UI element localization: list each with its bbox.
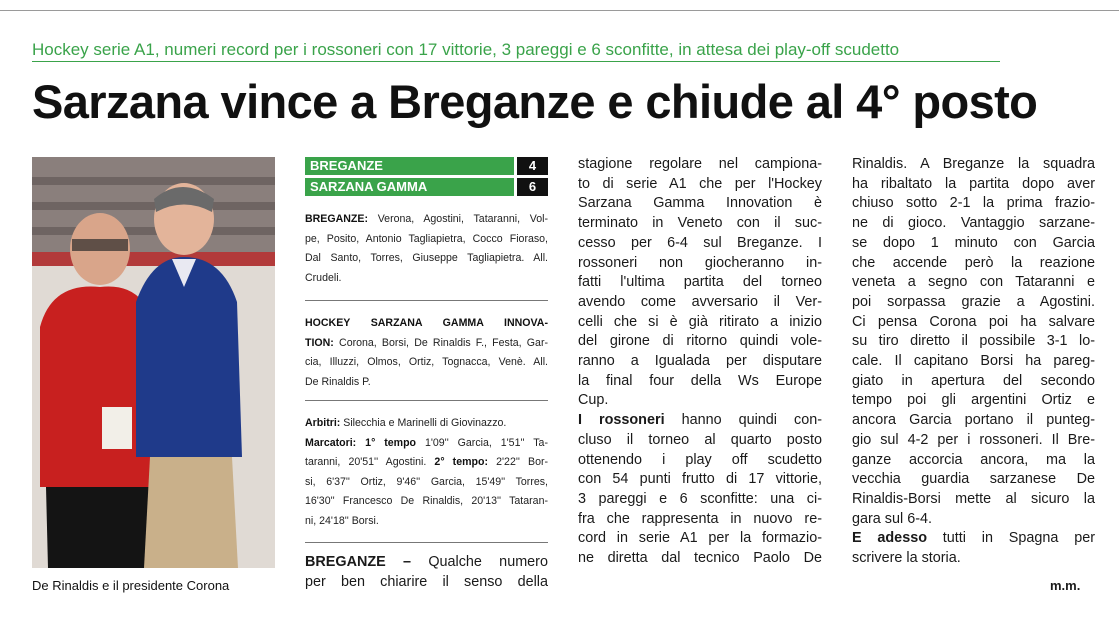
text-line: veneta a segno con Tataranni e [852,274,1095,291]
text-line: che accende però la reazione [852,254,1095,271]
text-line: rossoneri non giocheranno in- [578,254,822,271]
scorers-text: 16'30'' Francesco De Rinaldis, 20'13'' Tataran- [305,495,548,507]
lineup-text: Dal Santo, Torres, Giuseppe Tagliapietra. All. [305,252,548,264]
marcatori-label: Marcatori: [305,436,357,449]
divider [305,400,548,401]
article-column-3 [852,155,1095,569]
text-line: su tiro diretto il possibile 3-1 lo- [852,333,1095,350]
text-line: terminato in Veneto con il suc- [578,215,822,232]
scorers-text: si, 6'37'' Ortiz, 9'46'' Garcia, 15'49'' Torres, [305,475,548,488]
text-line: cesso per 6-4 sul Breganze. I [578,234,822,251]
lineup-text: Corona, Borsi, De Rinaldis F., Festa, Gar- [339,336,548,349]
photo-caption: De Rinaldis e il presidente Corona [32,578,230,593]
team-name: BREGANZE [305,157,514,175]
scorers-text: 1'09'' Garcia, 1'51'' Ta- [424,436,548,449]
text-line: cord in serie A1 per la formazio- [578,530,822,547]
text-line: ottenendo i play off scudetto [578,451,822,468]
text-line: Sarzana Gamma Innovation è [578,195,822,212]
dateline: BREGANZE – [305,554,412,570]
lineup-breganze [305,210,548,288]
text-line: I rossoneri hanno quindi con- [578,412,822,429]
text-line: 3 pareggi e 6 sconfitte: una ci- [578,490,822,507]
headline: Sarzana vince a Breganze e chiude al 4° posto [32,75,1038,128]
scorers-text: taranni, 20'51'' Agostini. [305,456,427,468]
lead-text: Qualche numero [428,554,548,570]
lineup-text: Verona, Agostini, Tataranni, Vol- [377,213,548,225]
text-line: cale. Il capitano Borsi ha pareg- [852,353,1095,370]
article-lead [305,553,548,592]
text-line: Cup. [578,392,609,409]
text-line: celli che si è già ritirato a inizio [578,313,822,330]
text-line: to di serie A1 che per l'Hockey [578,175,822,192]
team-label: BREGANZE: [305,213,368,225]
text-line: chiuso sotto 2-1 la prima frazio- [852,195,1095,212]
lineup-text: Crudeli. [305,271,342,284]
text-line: la final four della Ws Europe [578,372,822,389]
scorers-text: ni, 24'18'' Borsi. [305,514,379,527]
top-rule [0,10,1119,11]
divider [305,542,548,543]
text-line: Rinaldis-Borsi mette al sicuro la [852,490,1095,507]
text-line: tempo poi gli argentini Ortiz e [852,392,1095,409]
half-label: 1° tempo [365,436,417,449]
text-line: stagione regolare nel campiona- [578,156,822,172]
text-line: Rinaldis. A Breganze la squadra [852,156,1095,172]
text-line: ha ribaltato la partita dopo aver [852,175,1095,192]
team-score: 4 [517,157,548,175]
author-signature: m.m. [1050,578,1081,593]
text-line: se dopo 1 minuto con Garcia [852,234,1095,251]
text-line: ne diretta dal tecnico Paolo De [578,550,822,567]
text-line: con 54 punti frutto di 17 vittorie, [578,471,822,488]
team-score: 6 [517,178,548,196]
team-name: SARZANA GAMMA [305,178,514,196]
text-line: giato in apertura del secondo [852,372,1095,389]
arbitri-label: Arbitri: [305,417,341,429]
lineup-text: pe, Posito, Antonio Tagliapietra, Cocco Fioraso, [305,232,548,245]
text-line: fatti l'ultima partita del torneo [578,274,822,291]
text-line: poi sorpassa grazie a Agostini. [852,293,1095,310]
text-line: scrivere la storia. [852,550,961,567]
text-line: ganze accorcia ancora, ma la [852,451,1095,468]
text-line: E adesso tutti in Spagna per [852,530,1095,547]
text-line: cluso il torneo al quarto posto [578,431,822,448]
text-line: del girone di ritorno quindi vole- [578,333,822,350]
text-line: ancora Garcia portano il punteg- [852,412,1095,429]
half-label: 2° tempo: [434,456,488,468]
lineup-text: De Rinaldis P. [305,375,371,388]
text-line: gara sul 6-4. [852,510,932,527]
article-column-2 [578,155,822,569]
lineup-text: cia, Illuzzi, Olmos, Ortiz, Tognacca, Venè. All. [305,356,548,368]
arbitri-text: Silecchia e Marinelli di Giovinazzo. [343,417,507,429]
kicker-underline [32,61,1000,62]
scorers-text: 2'22'' Bor- [496,456,549,468]
text-line: avendo come avversario il Ver- [578,293,822,310]
bold-lead: E adesso [852,530,927,547]
article-photo [32,157,275,568]
lead-text: per ben chiarire il senso della [305,573,548,590]
divider [305,300,548,301]
photo-illustration [32,157,275,568]
team-label: HOCKEY SARZANA GAMMA INNOVA- [305,317,548,329]
text-line: vecchia guardia sarzanese De [852,471,1095,488]
text-line: Ci pensa Corona poi ha salvare [852,313,1095,330]
bold-lead: I rossoneri [578,412,665,429]
match-info [305,414,548,531]
text-line: ne di gioco. Vantaggio sarzane- [852,215,1095,232]
score-row-breganze [305,157,548,175]
team-label: TION: [305,336,334,349]
text-line: fra che rappresenta in nuovo re- [578,510,822,527]
text-line: gio sul 4-2 per i rossoneri. Il Bre- [852,431,1095,448]
kicker: Hockey serie A1, numeri record per i rossoneri con 17 vittorie, 3 pareggi e 6 sconfitte, in attesa dei play-off scudetto [32,40,900,59]
text-line: ranno a Igualada per disputare [578,353,822,370]
lineup-sarzana [305,314,548,392]
score-row-sarzana [305,178,548,196]
